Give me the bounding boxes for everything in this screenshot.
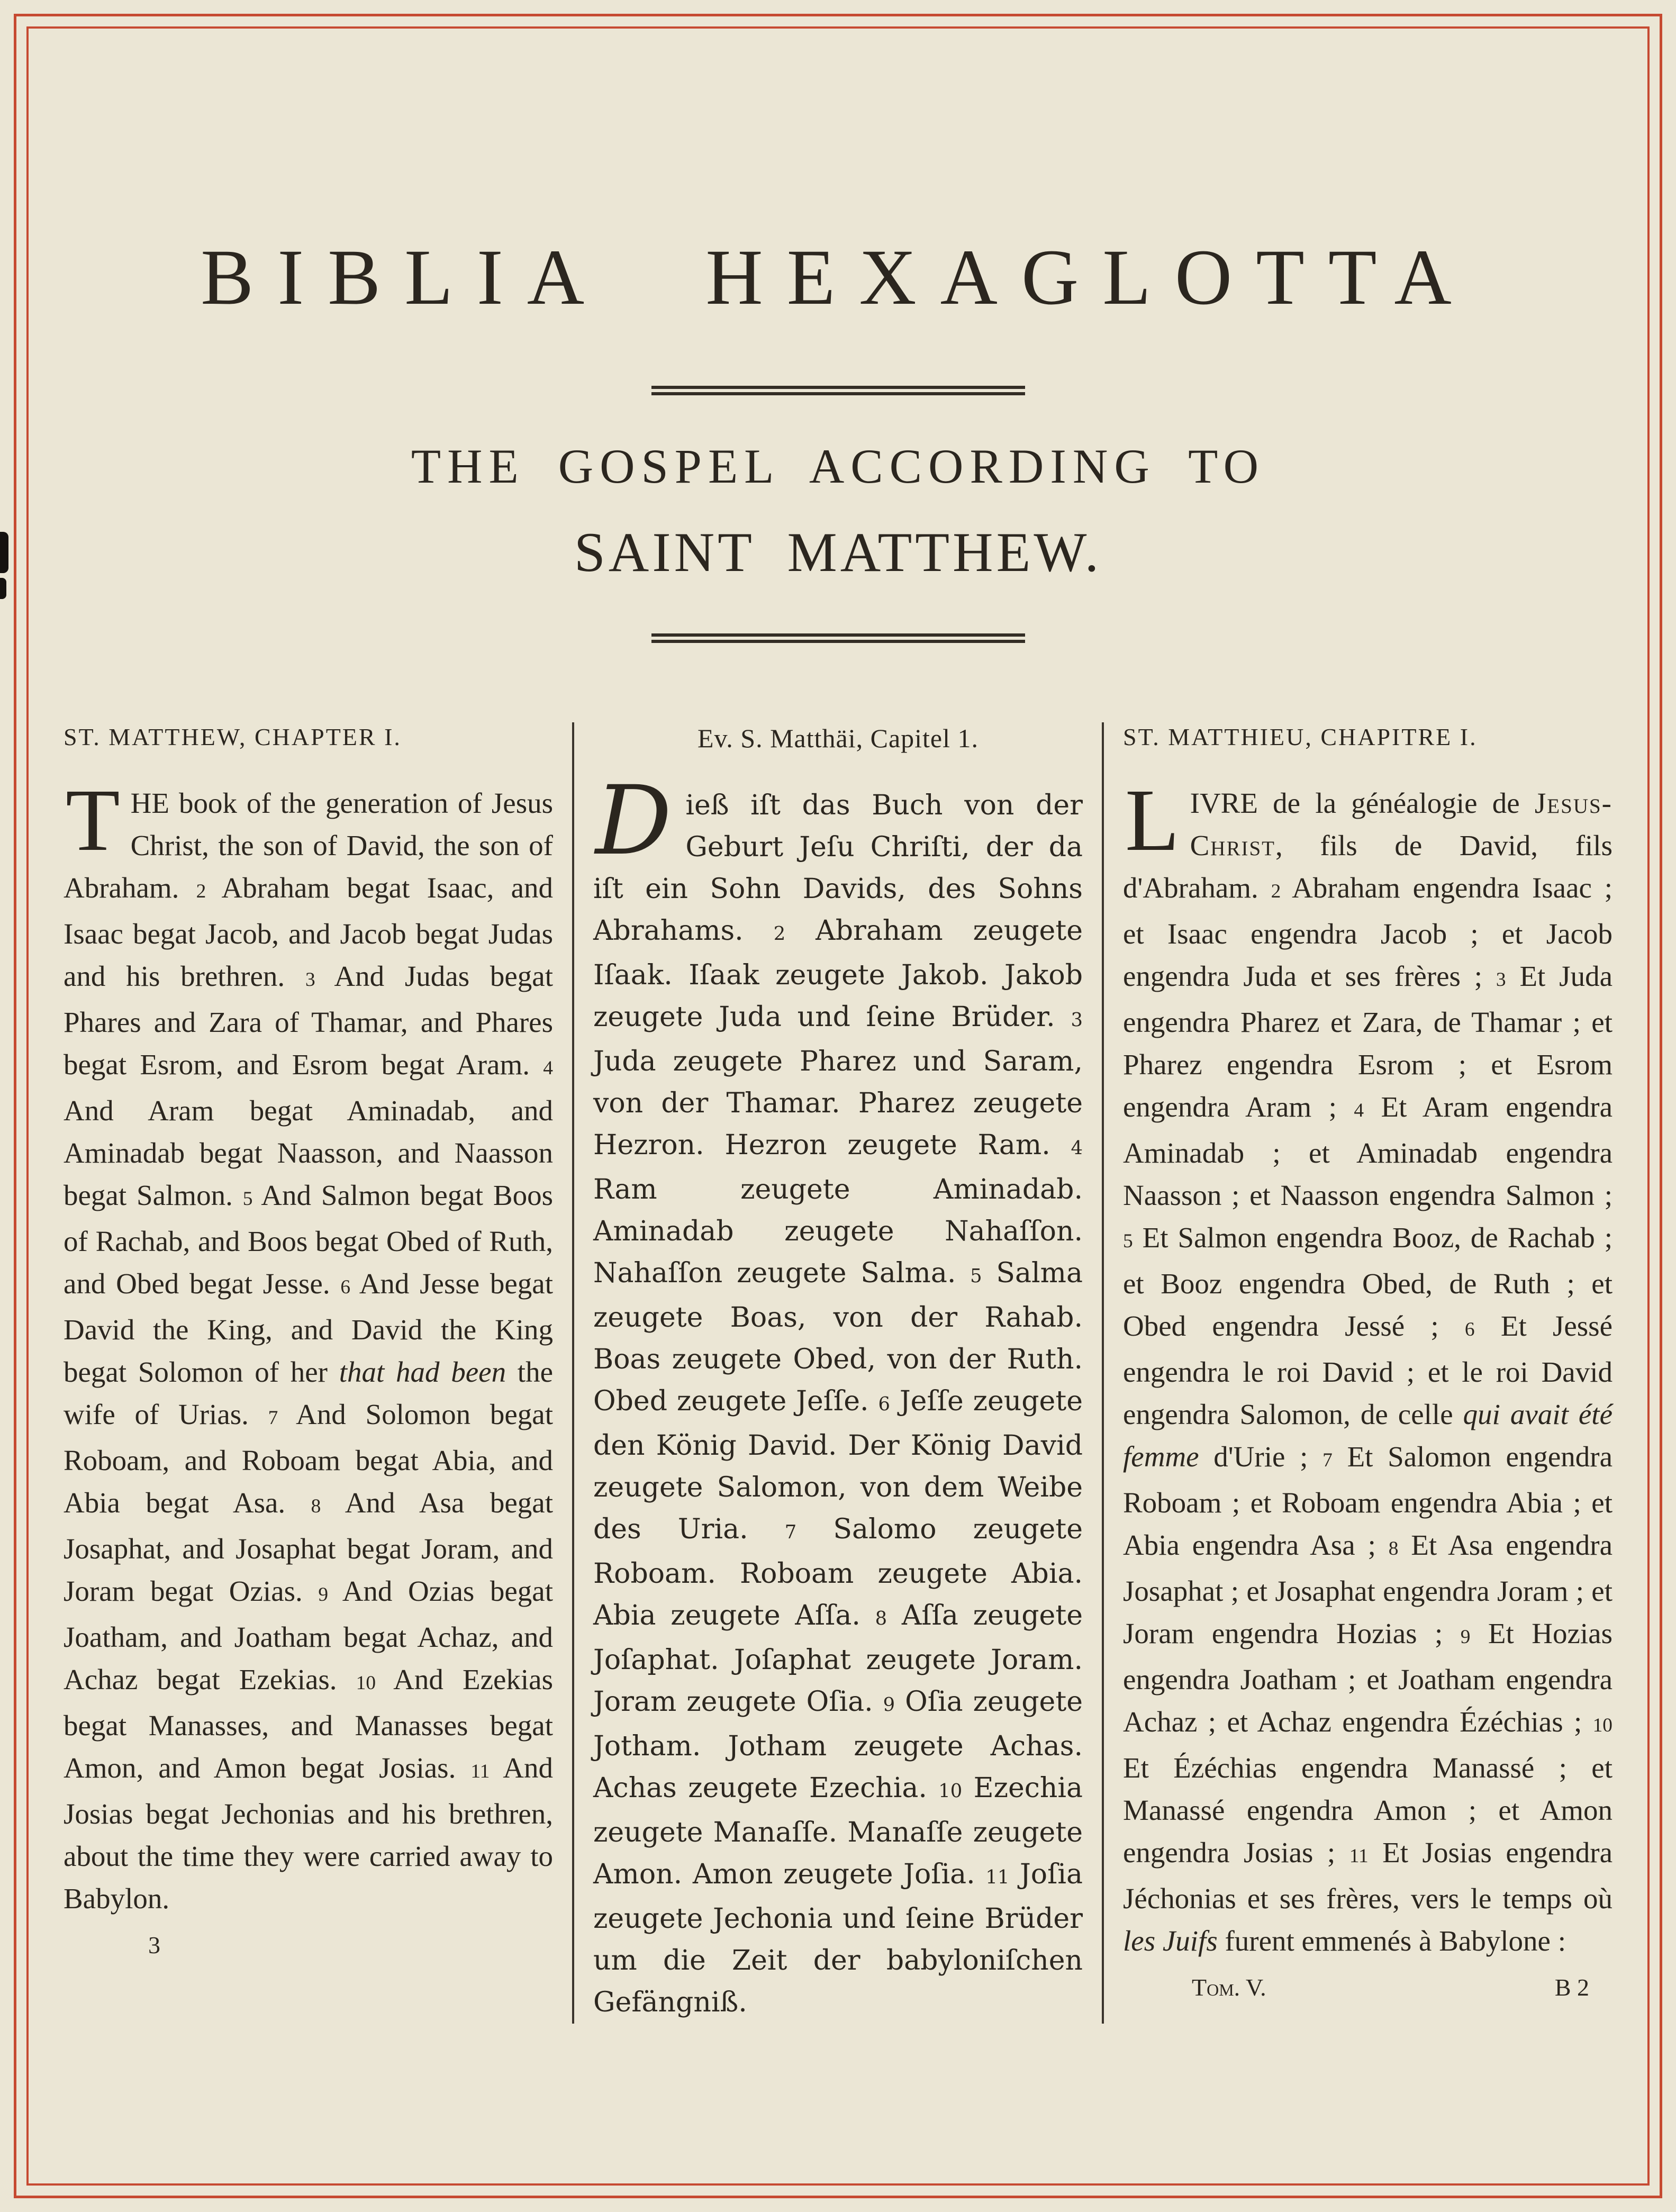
text-run: , fils de David, fils d'Abraham. <box>1123 829 1612 904</box>
verse-number: 11 <box>470 1761 490 1783</box>
signature-label: B 2 <box>1554 1974 1589 2001</box>
text-run: les Juifs <box>1123 1925 1218 1957</box>
book-title: SAINT MATTHEW. <box>574 521 1102 583</box>
text-run: Et Aram engendra Aminadab ; et Aminadab engendra Naasson ; et Naasson engendra Salmon ; <box>1123 1091 1612 1212</box>
verse-number: 6 <box>340 1276 351 1299</box>
column-header-french: ST. MATTHIEU, CHAPITRE I. <box>1123 723 1478 750</box>
verse-number: 5 <box>242 1188 253 1210</box>
verse-number: 8 <box>311 1495 321 1518</box>
text-run: Abraham begat Isaac, and Isaac begat Jacob, and Jacob begat Judas and his brethren. <box>64 872 553 993</box>
verse-number: 10 <box>938 1780 963 1802</box>
gospel-heading: THE GOSPEL ACCORDING TO <box>411 439 1265 493</box>
text-run: Et Salomon engendra Roboam ; et Roboam engendra Abia ; et Abia engendra Asa ; <box>1123 1440 1612 1562</box>
drop-cap: L <box>1125 771 1180 870</box>
column-body-english <box>64 771 554 1920</box>
text-run: And Judas begat Phares and Zara of Thamar, and Phares begat Esrom, and Esrom begat Aram. <box>64 960 553 1081</box>
drop-cap: D <box>595 766 672 876</box>
verse-number: 5 <box>970 1265 982 1287</box>
text-run: Juda zeugete Pharez und Saram, von der Thamar. Pharez zeugete Hezron. Hezron zeugete Ram. <box>593 1046 1083 1161</box>
text-run: the wife of Urias. <box>64 1356 554 1431</box>
verse-number: 7 <box>784 1521 797 1543</box>
text-run: that had been <box>339 1356 506 1389</box>
masthead <box>64 233 1612 643</box>
verse-number: 9 <box>318 1584 329 1606</box>
column-french <box>1123 722 1612 2002</box>
verse-number: 3 <box>1071 1009 1083 1031</box>
text-run: Et Jessé engendra le roi David ; et le roi David engendra Salomon, de celle <box>1123 1310 1612 1431</box>
verse-number: 11 <box>1349 1845 1369 1867</box>
text-run: furent emmenés à Babylone : <box>1217 1925 1566 1957</box>
text-run: IVRE de la généalogie de <box>1190 787 1535 820</box>
text-run: Et Ézéchias engendra Manassé ; et Manassé engendra Amon ; et Amon engendra Josias ; <box>1123 1752 1612 1869</box>
text-run: Salma zeugete Boas, von der Rahab. Boas zeugete Obed, von der Ruth. Obed zeugete Jeſſe. <box>593 1257 1083 1417</box>
page-number: 3 <box>148 1932 160 1959</box>
column-footer-english <box>64 1930 553 1960</box>
text-columns <box>64 722 1612 2024</box>
scan-smudge <box>0 578 6 599</box>
text-run: Salomo zeugete Roboam. Roboam zeugete Abia. Abia zeugete Aſſa. <box>593 1513 1083 1631</box>
verse-number: 9 <box>1460 1626 1471 1648</box>
verse-number: 4 <box>543 1057 553 1080</box>
column-footer-french <box>1123 1973 1612 2002</box>
column-header-english: ST. MATTHEW, CHAPTER I. <box>64 723 402 750</box>
volume-label: Tom. V. <box>1192 1974 1266 2001</box>
verse-number: 2 <box>1271 881 1281 903</box>
text-run: Aſſa zeugete Joſaphat. Joſaphat zeugete Joram. Joram zeugete Oſia. <box>593 1600 1083 1718</box>
verse-number: 4 <box>1354 1100 1364 1122</box>
verse-number: 9 <box>883 1694 895 1716</box>
verse-number: 3 <box>305 969 315 991</box>
text-run: HE book of the generation of Jesus Christ, the son of David, the son of Abraham. <box>64 787 553 904</box>
verse-number: 10 <box>356 1672 376 1694</box>
text-run: qui avait été femme <box>1123 1398 1613 1473</box>
text-run: And Josias begat Jechonias and his brethren, about the time they were carried away to Babylon. <box>64 1752 553 1915</box>
text-run: Jeſſe zeugete den König David. Der König David zeugete Salomon, von dem Weibe des Uria. <box>593 1385 1083 1545</box>
text-run: And Aram begat Aminadab, and Aminadab begat Naasson, and Naasson begat Salmon. <box>64 1094 553 1212</box>
verse-number: 4 <box>1071 1137 1083 1159</box>
verse-number: 8 <box>1388 1538 1399 1560</box>
verse-number: 3 <box>1496 969 1506 991</box>
verse-number: 11 <box>985 1866 1010 1888</box>
book-series-title: BIBLIA HEXAGLOTTA <box>201 233 1475 321</box>
text-run: Jesus-Christ <box>1190 787 1612 862</box>
verse-number: 6 <box>1464 1319 1475 1341</box>
text-run: Et Asa engendra Josaphat ; et Josaphat engendra Joram ; et Joram engendra Hozias ; <box>1123 1529 1612 1650</box>
verse-number: 10 <box>1592 1715 1612 1737</box>
text-run: And Jesse begat David the King, and David the King begat Solomon of her <box>64 1267 553 1389</box>
column-divider <box>572 722 574 2024</box>
column-header-german: Ev. S. Matthäi, Capitel 1. <box>697 723 979 753</box>
text-run: And Solomon begat Roboam, and Roboam begat Abia, and Abia begat Asa. <box>64 1398 553 1519</box>
scan-smudge <box>0 532 8 573</box>
column-english <box>64 722 553 1960</box>
text-run: Et Hozias engendra Joatham ; et Joatham engendra Achaz ; et Achaz engendra Ézéchias ; <box>1123 1617 1612 1738</box>
verse-number: 6 <box>878 1393 890 1415</box>
text-run: Abraham engendra Isaac ; et Isaac engendra Jacob ; et Jacob engendra Juda et ses frères ; <box>1123 872 1612 993</box>
text-run: d'Urie ; <box>1199 1440 1323 1473</box>
page-content <box>29 29 1647 2183</box>
double-rule <box>651 633 1025 643</box>
text-run: And Ezekias begat Manasses, and Manasses begat Amon, and Amon begat Josias. <box>64 1663 553 1784</box>
text-run: ieß iſt das Buch von der Geburt Jeſu Chriſti, der da iſt ein Sohn Davids, des Sohns Abrahams. <box>593 790 1083 947</box>
verse-number: 5 <box>1123 1230 1133 1253</box>
column-divider <box>1102 722 1104 2024</box>
verse-number: 2 <box>773 923 786 945</box>
text-run: Ezechia zeugete Manaſſe. Manaſſe zeugete Amon. Amon zeugete Joſia. <box>593 1772 1083 1890</box>
text-run: And Salmon begat Boos of Rachab, and Boos begat Obed of Ruth, and Obed begat Jesse. <box>64 1179 553 1300</box>
text-run: Et Juda engendra Pharez et Zara, de Thamar ; et Pharez engendra Esrom ; et Esrom engendra Aram ; <box>1123 960 1613 1123</box>
text-run: Ram zeugete Aminadab. Aminadab zeugete Nahaſſon. Nahaſſon zeugete Salma. <box>593 1174 1083 1289</box>
text-run: Et Salmon engendra Booz, de Rachab ; et Booz engendra Obed, de Ruth ; et Obed engendra Jessé ; <box>1123 1221 1612 1343</box>
double-rule <box>651 386 1025 395</box>
verse-number: 7 <box>1322 1449 1333 1472</box>
column-german <box>593 722 1083 2024</box>
column-body-german <box>593 766 1083 2024</box>
column-body-french <box>1123 771 1613 1962</box>
text-run: Joſia zeugete Jechonia und ſeine Brüder um die Zeit der babyloniſchen Gefängniß. <box>593 1859 1083 2018</box>
verse-number: 2 <box>196 881 206 903</box>
drop-cap: T <box>66 771 120 870</box>
text-run: Abraham zeugete Iſaak. Iſaak zeugete Jakob. Jakob zeugete Juda und ſeine Brüder. <box>593 915 1083 1033</box>
text-run: Et Josias engendra Jéchonias et ses frères, vers le temps où <box>1123 1836 1612 1915</box>
text-run: Oſia zeugete Jotham. Jotham zeugete Achas. Achas zeugete Ezechia. <box>593 1686 1083 1804</box>
text-run: And Ozias begat Joatham, and Joatham begat Achaz, and Achaz begat Ezekias. <box>64 1575 553 1696</box>
verse-number: 7 <box>268 1407 278 1429</box>
verse-number: 8 <box>875 1608 887 1629</box>
text-run: And Asa begat Josaphat, and Josaphat begat Joram, and Joram begat Ozias. <box>64 1486 553 1608</box>
